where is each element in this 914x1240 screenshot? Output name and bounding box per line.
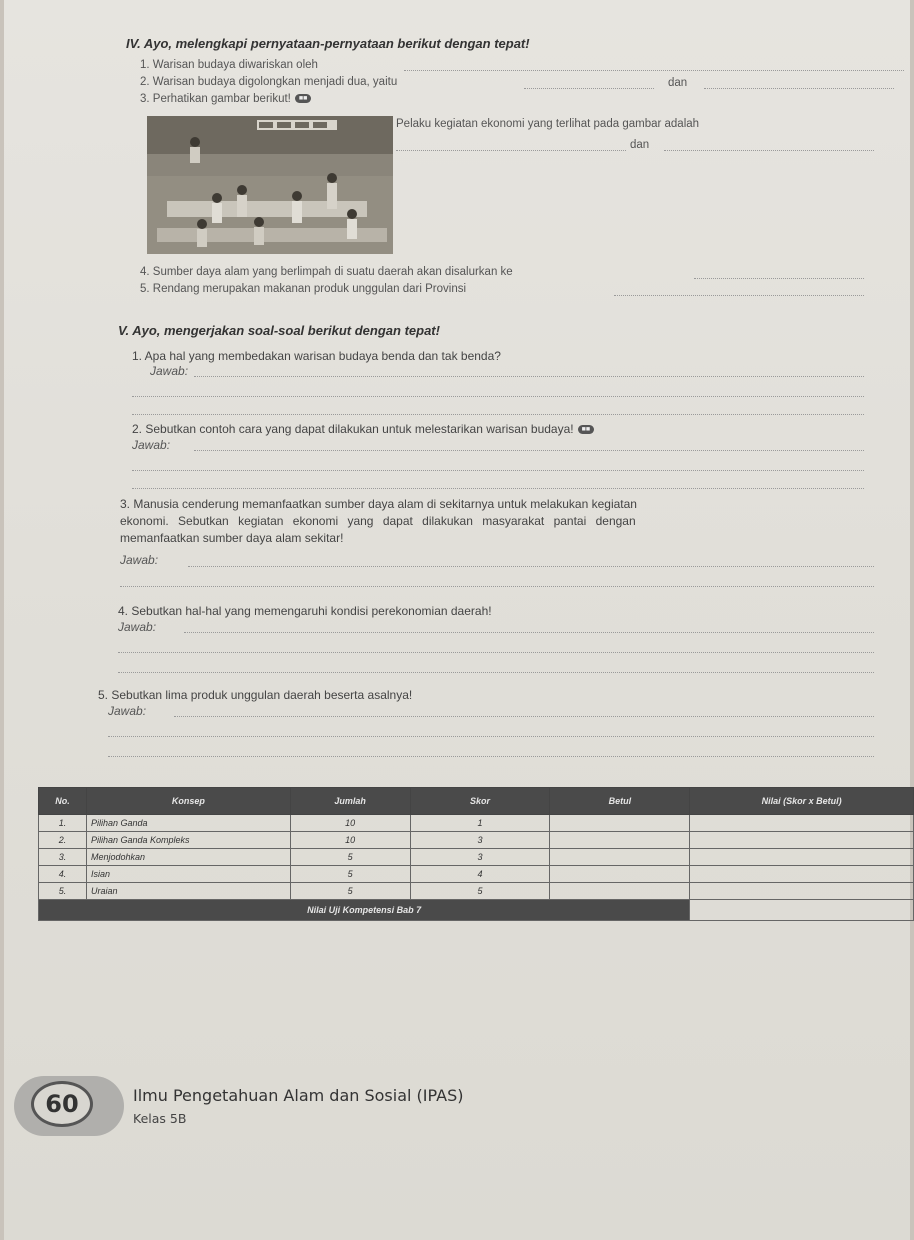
class-label: Kelas 5B [133,1111,187,1126]
section-iv-item-1: 1. Warisan budaya diwariskan oleh [140,59,318,71]
cell-betul[interactable] [550,849,690,866]
cell-konsep: Uraian [86,883,290,900]
table-row [39,849,914,866]
worksheet-page [4,0,910,1240]
cell-konsep: Pilihan Ganda [86,815,290,832]
cell-betul[interactable] [550,832,690,849]
answer-line[interactable] [132,396,864,397]
cell-nilai[interactable] [690,832,914,849]
answer-line[interactable] [524,88,654,89]
question-3-line-3: memanfaatkan sumber daya alam sekitar! [120,531,344,545]
section-iv-item-3-text: 3. Perhatikan gambar berikut! [140,93,291,105]
jawab-label: Jawab: [150,364,189,378]
question-5: 5. Sebutkan lima produk unggulan daerah beserta asalnya! [98,688,413,702]
header-nilai: Nilai (Skor x Betul) [690,788,914,815]
table-header-row [39,788,914,815]
table-row [39,815,914,832]
section-v-title: V. Ayo, mengerjakan soal-soal berikut dengan tepat! [118,323,440,338]
cell-skor: 1 [410,815,550,832]
cell-nilai[interactable] [690,815,914,832]
answer-line[interactable] [184,632,874,633]
table-row [39,866,914,883]
cell-konsep: Menjodohkan [86,849,290,866]
header-skor: Skor [410,788,550,815]
answer-line[interactable] [694,278,864,279]
cell-skor: 4 [410,866,550,883]
dan-label: dan [668,77,688,89]
page-number: 60 [31,1081,93,1127]
cell-skor: 3 [410,832,550,849]
answer-line[interactable] [396,150,626,151]
answer-line[interactable] [108,736,874,737]
hots-badge: ■■ [578,425,594,434]
cell-nilai[interactable] [690,866,914,883]
cell-jumlah: 5 [290,849,410,866]
section-iv-title: IV. Ayo, melengkapi pernyataan-pernyataan berikut dengan tepat! [126,36,530,51]
answer-line[interactable] [132,414,864,415]
answer-line[interactable] [704,88,894,89]
table-row [39,883,914,900]
header-betul: Betul [550,788,690,815]
cell-betul[interactable] [550,815,690,832]
cell-no: 2. [39,832,87,849]
jawab-label: Jawab: [108,704,147,718]
cell-no: 4. [39,866,87,883]
competency-score-table [38,787,914,921]
table-footer-row [39,900,914,921]
cell-no: 5. [39,883,87,900]
cell-nilai[interactable] [690,883,914,900]
competency-total-value[interactable] [690,900,914,921]
answer-line[interactable] [118,672,874,673]
answer-line[interactable] [118,652,874,653]
cell-jumlah: 10 [290,815,410,832]
cell-betul[interactable] [550,883,690,900]
section-iv-item-2: 2. Warisan budaya digolongkan menjadi dua, yaitu [140,76,398,88]
answer-line[interactable] [120,586,874,587]
answer-line[interactable] [188,566,874,567]
competency-total-label: Nilai Uji Kompetensi Bab 7 [39,900,690,921]
section-iv-item-3-question: Pelaku kegiatan ekonomi yang terlihat pada gambar adalah [396,118,700,130]
picture-illustration [147,116,393,254]
question-2-text: 2. Sebutkan contoh cara yang dapat dilakukan untuk melestarikan warisan budaya! [132,422,574,436]
question-3-line-2: ekonomi. Sebutkan kegiatan ekonomi yang dapat dilakukan masyarakat pantai dengan [120,514,636,528]
book-title: Ilmu Pengetahuan Alam dan Sosial (IPAS) [133,1086,464,1105]
dan-label: dan [630,139,650,151]
cell-betul[interactable] [550,866,690,883]
jawab-label: Jawab: [118,620,157,634]
answer-line[interactable] [132,470,864,471]
answer-line[interactable] [614,295,864,296]
answer-line[interactable] [194,450,864,451]
cell-jumlah: 5 [290,883,410,900]
answer-line[interactable] [174,716,874,717]
answer-line[interactable] [404,70,904,71]
header-no: No. [39,788,87,815]
answer-line[interactable] [194,376,864,377]
question-4: 4. Sebutkan hal-hal yang memengaruhi kondisi perekonomian daerah! [118,604,492,618]
cell-jumlah: 5 [290,866,410,883]
cell-skor: 5 [410,883,550,900]
answer-line[interactable] [132,488,864,489]
section-iv-item-4: 4. Sumber daya alam yang berlimpah di suatu daerah akan disalurkan ke [140,266,513,278]
cell-nilai[interactable] [690,849,914,866]
cell-konsep: Isian [86,866,290,883]
market-activity-picture [147,116,393,254]
question-3: 3. Manusia cenderung memanfaatkan sumber daya alam di sekitarnya untuk melakukan kegiatan [120,497,637,511]
jawab-label: Jawab: [132,438,171,452]
answer-line[interactable] [664,150,874,151]
cell-skor: 3 [410,849,550,866]
cell-jumlah: 10 [290,832,410,849]
question-2 [132,422,594,436]
cell-no: 3. [39,849,87,866]
section-iv-item-5: 5. Rendang merupakan makanan produk unggulan dari Provinsi [140,283,467,295]
answer-line[interactable] [108,756,874,757]
header-konsep: Konsep [86,788,290,815]
cell-no: 1. [39,815,87,832]
question-1: 1. Apa hal yang membedakan warisan budaya benda dan tak benda? [132,349,501,363]
jawab-label: Jawab: [120,553,159,567]
cell-konsep: Pilihan Ganda Kompleks [86,832,290,849]
header-jumlah: Jumlah [290,788,410,815]
table-row [39,832,914,849]
section-iv-item-3 [140,93,311,105]
hots-badge: ■■ [295,94,311,103]
